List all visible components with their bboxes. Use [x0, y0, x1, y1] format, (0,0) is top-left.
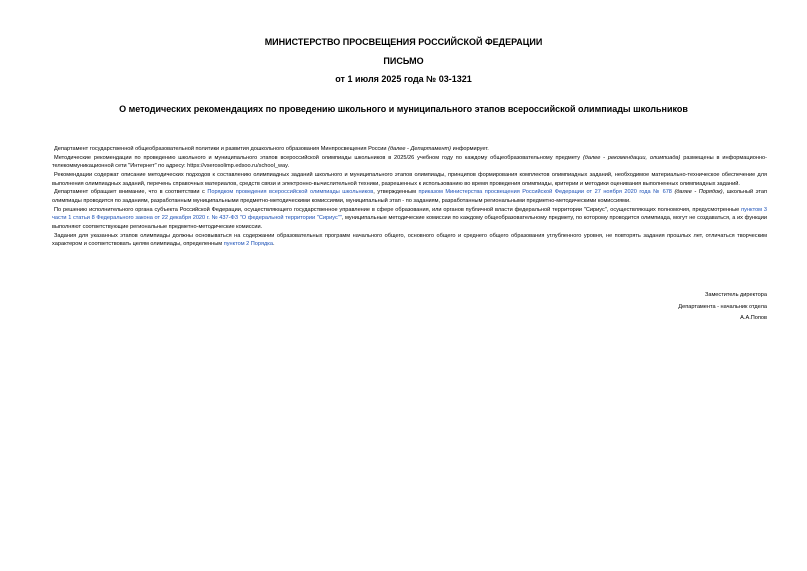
document-subject: О методических рекомендациях по проведению школьного и муниципального этапов всероссийской олимпиады школьников: [119, 104, 688, 114]
paragraph-5: По решению исполнительного органа субъекта Российской Федерации, осуществляющего государственное управление в сфере образования, или органов публичной власти федеральной территории "Сириус", осуществляющих полномочия, предусмотренные пунктом 3 части 1 статьи 8 Федерального закона от 22 декабря 2020 г. № 437-ФЗ "О федеральной территории "Сириус"", муниципальные методические комиссии по каждому общеобразовательному предмету, по которому проводится олимпиада, могут не создаваться, а их функции выполняют соответствующие региональные предметно-методические комиссии.: [52, 206, 768, 230]
document-type: ПИСЬМО: [383, 56, 424, 66]
document-date-number: от 1 июля 2025 года № 03-1321: [335, 74, 472, 84]
link-olympiad-procedure[interactable]: Порядком проведения всероссийской олимпиады школьников: [207, 189, 374, 196]
signature-name: А.А.Попов: [740, 315, 767, 321]
paragraph-6: Задания для указанных этапов олимпиады должны основываться на содержании образовательных программ начального общего, основного общего и среднего общего образования углубленного уровня, не повторять задания прошлых лет, отличаться творческим характером и соответствовать целям олимпиады, определенным пунктом 2 Порядка.: [52, 232, 767, 248]
link-procedure-point-2[interactable]: пунктом 2 Порядка: [223, 241, 273, 248]
link-federal-law[interactable]: пунктом 3 части 1 статьи 8 Федерального закона от 22 декабря 2020 г. № 437-ФЗ "О федеральной территории "Сириус"": [52, 206, 767, 222]
paragraph-1: Департамент государственной общеобразовательной политики и развития дошкольного образования Минпросвещения России (далее - Департамент) информирует.: [54, 146, 489, 152]
ministry-title: МИНИСТЕРСТВО ПРОСВЕЩЕНИЯ РОССИЙСКОЙ ФЕДЕРАЦИИ: [264, 37, 543, 47]
paragraph-3: Рекомендации содержат описание методических подходов к составлению олимпиадных заданий школьного и муниципального этапов олимпиады, принципов формирования комплектов олимпиадных заданий, необходимое материально-техническое обеспечение для выполнения олимпиадных заданий, перечень справочных материалов, средств связи и электронно-вычислительной техники, разрешенных к использованию во время проведения олимпиады, критерии и методики оценивания выполненных олимпиадных заданий.: [52, 171, 767, 187]
paragraph-4: Департамент обращает внимание, что в соответствии с Порядком проведения всероссийской олимпиады школьников, утвержденным приказом Министерства просвещения Российской Федерации от 27 ноября 2020 года № 678 (далее - Порядок), школьный этап олимпиады проводится по заданиям, разработанным муниципальными предметно-методическими комиссиями, муниципальный этап - по заданиям, разработанным региональными предметно-методическими комиссиями.: [52, 189, 767, 204]
signature-department: Департамента - начальник отдела: [678, 303, 767, 310]
signature-block: [678, 290, 767, 325]
signature-position: Заместитель директора: [704, 292, 767, 298]
document-body: [52, 145, 767, 249]
paragraph-2: Методические рекомендации по проведению школьного и муниципального этапов всероссийской олимпиады школьников в 2025/26 учебном году по каждому общеобразовательному предмету (далее - рекомендации, олимпиада) размещены в информационно-телекоммуникационной сети "Интернет" по адресу: https://vserosolimp.edsoo.ru/school_way.: [52, 154, 767, 170]
link-ministry-order[interactable]: приказом Министерства просвещения Российской Федерации от 27 ноября 2020 года № 678: [418, 189, 672, 196]
